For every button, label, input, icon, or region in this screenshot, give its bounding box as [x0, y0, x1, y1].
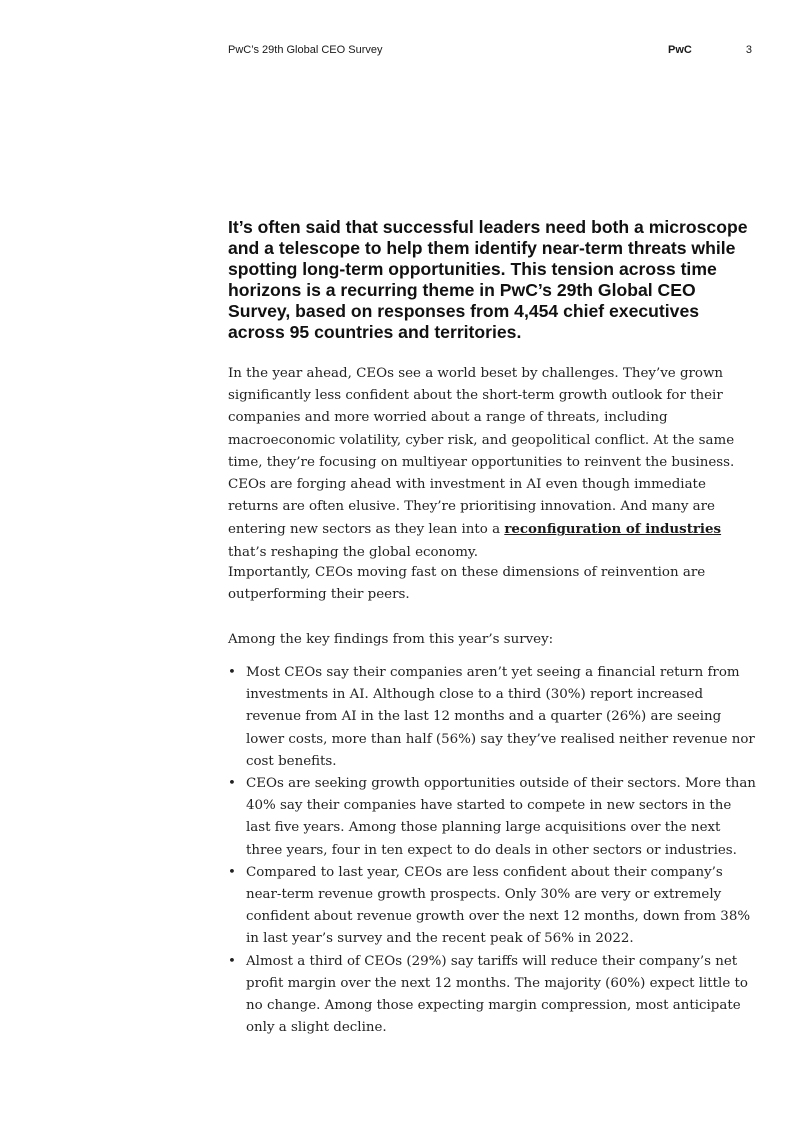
bullet-icon: • [228, 665, 236, 680]
findings-intro: Among the key findings from this year’s survey: [228, 632, 554, 647]
intro-statement: It’s often said that successful leaders need both a microscope and a telescope to help them identify near-term threats while spotting long-term opportunities. This tension across time horizons is a recurring theme in PwC’s 29th Global CEO Survey, based on responses from 4,454 chief executives across 95 countries and territories. [228, 217, 748, 342]
finding-text: Most CEOs say their companies aren’t yet seeing a financial return from investments in AI. Although close to a third (30%) report increased revenue from AI in the last 12 months and a quarter (26%) are seeing lower costs, more than half (56%) say they’ve realised neither revenue nor cost benefits. [246, 665, 755, 769]
finding-text: CEOs are seeking growth opportunities outside of their sectors. More than 40% say their companies have started to compete in new sectors in the last five years. Among those planning large acquisitions over the next three years, four in ten expect to do deals in other sectors or industries. [246, 776, 756, 858]
key-findings-list [228, 662, 756, 1039]
list-item [228, 662, 756, 773]
list-item [228, 773, 756, 862]
list-item [228, 862, 756, 951]
bullet-icon: • [228, 953, 236, 969]
paragraph-challenges [228, 363, 756, 564]
finding-text: Compared to last year, CEOs are less confident about their company’s near-term revenue growth prospects. Only 30% are very or extremely confident about revenue growth over the next 12 months, down from 38% in last year’s survey and the recent peak of 56% in 2022. [246, 864, 751, 947]
reconfiguration-of-industries-link[interactable]: reconfiguration of industries [504, 521, 722, 538]
finding-text: Almost a third of CEOs (29%) say tariffs will reduce their company’s net profit margin over the next 12 months. The majority (60%) expect little to no change. Among those expecting margin compression, most anticipate only a slight decline. [246, 953, 748, 1036]
brand-name: PwC [668, 44, 692, 56]
bullet-icon: • [228, 864, 236, 880]
paragraph-outperforming: Importantly, CEOs moving fast on these dimensions of reinvention are outperforming their peers. [228, 565, 706, 603]
page-number: 3 [745, 44, 752, 56]
list-item [228, 951, 756, 1040]
paragraph-text: In the year ahead, CEOs see a world beset by challenges. They’ve grown significantly less confident about the short-term growth outlook for their companies and more worried about a range of threats, including macroeconomic volatility, cyber risk, and geopolitical conflict. At the same time, they’re focusing on multiyear opportunities to reinvent the business. CEOs are forging ahead with investment in AI even though immediate returns are often elusive. They’re prioritising innovation. And many are entering new sectors as they lean into a [228, 366, 735, 538]
page-header [228, 44, 754, 60]
survey-title: PwC’s 29th Global CEO Survey [228, 44, 383, 56]
paragraph-text-end: that’s reshaping the global economy. [228, 544, 478, 560]
bullet-icon: • [228, 776, 236, 792]
